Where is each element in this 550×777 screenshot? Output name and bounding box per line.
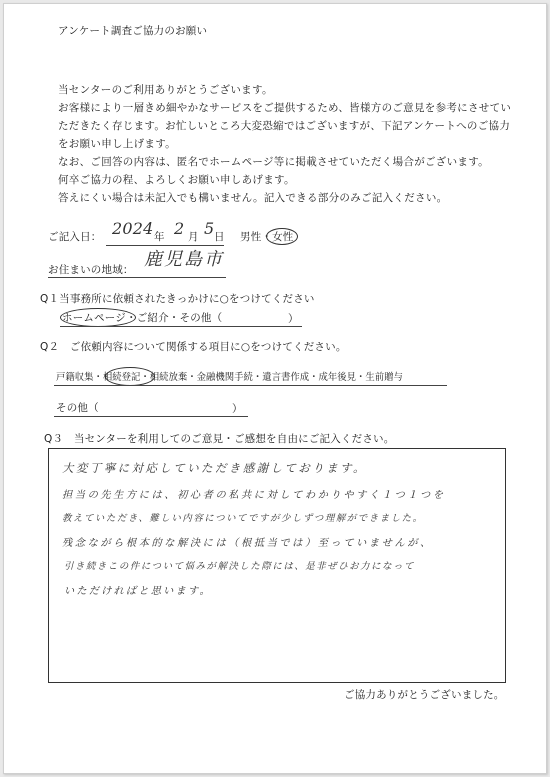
answer-line: 引き続きこの件について悩みが解決した際には、是非ぜひお力になって — [64, 561, 416, 572]
q2-other-close: ） — [232, 403, 243, 415]
year-unit: 年 — [154, 231, 165, 243]
q3-question: Q３ 当センターを利用してのご意見・ご感想を自由にご記入ください。 — [44, 433, 395, 445]
intro-line: お客様により一層きめ細やかなサービスをご提供するため、皆様方のご意見を参考にさせてい — [58, 102, 512, 114]
gender-selected-circle — [266, 228, 298, 245]
q2-options-underline — [54, 385, 447, 386]
intro-line: なお、ご回答の内容は、匿名でホームページ等に掲載させていただく場合がございます。 — [58, 156, 489, 168]
address-underline — [48, 277, 226, 278]
q2-question: Q２ ご依頼内容について関係する項目に○をつけてください。 — [40, 341, 347, 353]
closing-message: ご協力ありがとうございました。 — [344, 689, 505, 701]
intro-line: ただきたく存じます。お忙しいところ大変恐縮ではございますが、下記アンケートへのご協力 — [58, 120, 511, 132]
date-label: ご記入日： — [48, 231, 102, 243]
q1-underline — [60, 326, 302, 327]
q1-question: Q１当事務所に依頼されたきっかけに○をつけてください — [40, 293, 315, 305]
gender-options[interactable]: 男性・女性 — [240, 231, 294, 243]
date-month-value[interactable]: 2 — [174, 219, 185, 238]
survey-sheet — [3, 3, 547, 774]
q1-selected-circle — [60, 308, 136, 327]
month-unit: 月 — [188, 231, 199, 243]
q1-close-bracket: ） — [288, 313, 299, 325]
q2-other-label: その他（ — [56, 402, 99, 414]
q2-other-underline — [54, 416, 248, 417]
answer-line: いただければと思います。 — [64, 586, 212, 597]
q2-options[interactable]: 戸籍収集・相続登記・相続放棄・金融機関手続・遺言書作成・成年後見・生前贈与 — [56, 372, 403, 383]
date-year-value[interactable]: 2024 — [112, 219, 154, 238]
q1-options[interactable]: ホームページ・ご紹介・その他（ — [62, 312, 223, 324]
answer-line: 大変丁寧に対応していただき感謝しております。 — [62, 461, 367, 475]
answer-line: 担当の先生方には、初心者の私共に対してわかりやすく１つ１つを — [62, 490, 446, 501]
date-underline — [106, 245, 224, 246]
answer-line: 教えていただき、難しい内容についてですが少しずつ理解ができました。 — [62, 513, 424, 524]
intro-line: 答えにくい場合は未記入でも構いません。記入できる部分のみご記入ください。 — [58, 192, 448, 204]
address-label: お住まいの地域： — [48, 264, 134, 276]
date-day-value[interactable]: 5 — [204, 219, 215, 238]
address-value[interactable]: 鹿児島市 — [144, 249, 224, 270]
intro-line: 何卒ご協力の程、よろしくお願い申しあげます。 — [58, 174, 295, 186]
q2-selected-circle — [105, 367, 155, 386]
intro-line: をお願い申し上げます。 — [58, 138, 176, 150]
answer-line: 残念ながら根本的な解決には（根抵当では）至っていませんが、 — [62, 538, 433, 549]
survey-title: アンケート調査ご協力のお願い — [58, 25, 208, 37]
intro-line: 当センターのご利用ありがとうございます。 — [58, 84, 273, 96]
day-unit: 日 — [214, 231, 225, 243]
